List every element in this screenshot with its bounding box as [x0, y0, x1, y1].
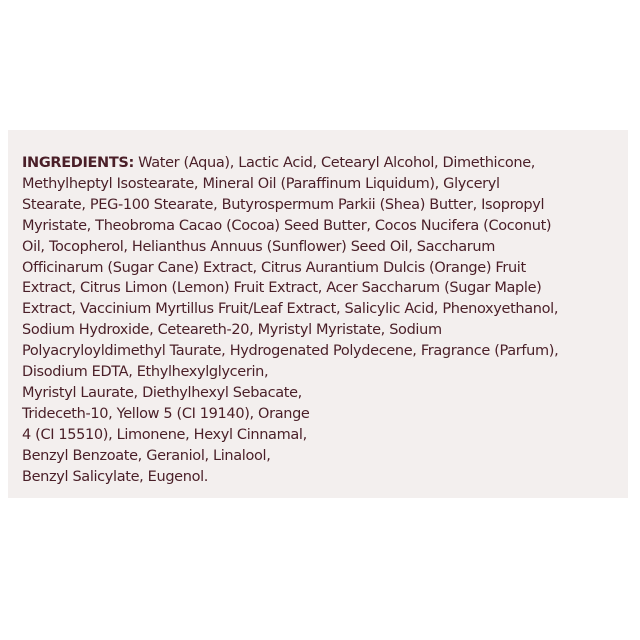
ingredients-line-7: Extract, Citrus Limon (Lemon) Fruit Extract, Acer Saccharum (Sugar Maple)	[22, 280, 542, 297]
ingredients-line-15: Benzyl Benzoate, Geraniol, Linalool,	[22, 447, 271, 464]
ingredients-heading: INGREDIENTS:	[22, 155, 134, 171]
ingredients-line-9: Sodium Hydroxide, Ceteareth-20, Myristyl Myristate, Sodium	[22, 322, 442, 339]
ingredients-line-6: Officinarum (Sugar Cane) Extract, Citrus Aurantium Dulcis (Orange) Fruit	[22, 259, 526, 276]
ingredients-line-12: Myristyl Laurate, Diethylhexyl Sebacate,	[22, 384, 302, 401]
ingredients-line-11: Disodium EDTA, Ethylhexylglycerin,	[22, 364, 269, 381]
ingredients-line-4: Myristate, Theobroma Cacao (Cocoa) Seed Butter, Cocos Nucifera (Coconut)	[22, 217, 552, 234]
ingredients-line-1	[22, 153, 622, 174]
ingredients-line-16: Benzyl Salicylate, Eugenol.	[22, 468, 209, 485]
ingredients-line-5: Oil, Tocopherol, Helianthus Annuus (Sunflower) Seed Oil, Saccharum	[22, 238, 495, 255]
ingredients-line-13: Trideceth-10, Yellow 5 (CI 19140), Orange	[22, 405, 310, 422]
ingredients-text	[22, 153, 622, 488]
ingredients-line-8: Extract, Vaccinium Myrtillus Fruit/Leaf Extract, Salicylic Acid, Phenoxyethanol,	[22, 301, 559, 318]
ingredients-line-14: 4 (CI 15510), Limonene, Hexyl Cinnamal,	[22, 426, 307, 443]
ingredients-line-text: Water (Aqua), Lactic Acid, Cetearyl Alcohol, Dimethicone,	[133, 155, 536, 171]
ingredients-line-3: Stearate, PEG-100 Stearate, Butyrospermum Parkii (Shea) Butter, Isopropyl	[22, 196, 545, 213]
ingredients-line-10: Polyacryloyldimethyl Taurate, Hydrogenated Polydecene, Fragrance (Parfum),	[22, 343, 559, 360]
ingredients-line-2: Methylheptyl Isostearate, Mineral Oil (Paraffinum Liquidum), Glyceryl	[22, 175, 500, 192]
